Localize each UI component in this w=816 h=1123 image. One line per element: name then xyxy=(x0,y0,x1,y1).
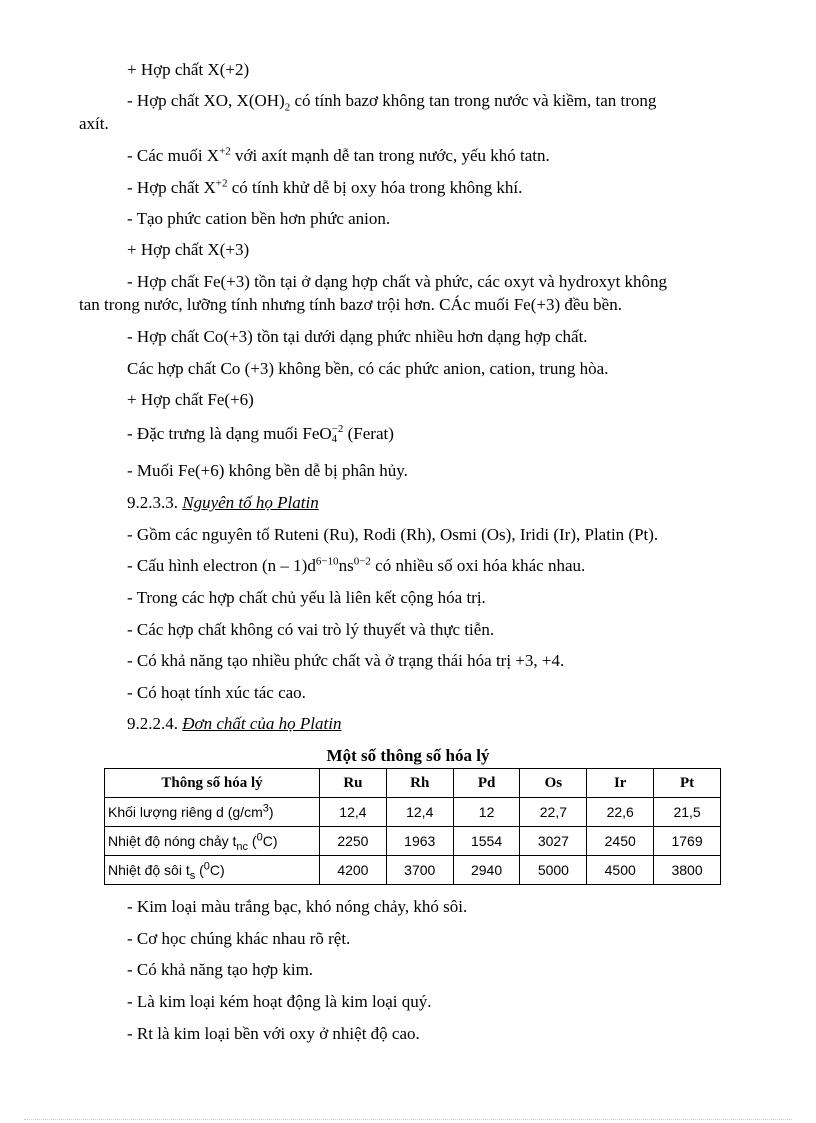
header-ir: Ir xyxy=(587,769,654,798)
para-xo-xoh2: - Hợp chất XO, $X(OH)_2$ có tính bazơ không tan trong nước và kiềm, tan trong xyxy=(127,91,657,114)
para-co3: - Hợp chất Co(+3) tồn tại dưới dạng phức nhiều hơn dạng hợp chất. xyxy=(127,327,588,346)
table-header-row xyxy=(105,769,721,798)
para-co3-complexes: Các hợp chất Co (+3) không bền, có các phức anion, cation, trung hòa. xyxy=(127,359,609,378)
row-label-melting: Nhiệt độ nóng chảy $t_{nc}$ ($^0$C) xyxy=(105,827,320,856)
para-platin-elements: - Gồm các nguyên tố Ruteni (Ru), Rodi (Rh), Osmi (Os), Iridi (Ir), Platin (Pt). xyxy=(127,525,659,544)
para-fe3-cont: tan trong nước, lưỡng tính nhưng tính bazơ trội hơn. CÁc muối Fe(+3) đều bền. xyxy=(79,295,622,314)
para-electron-config: - Cấu hình electron $(n - 1)d^{6-10}ns^{0-2}$ có nhiều số oxi hóa khác nhau. xyxy=(127,555,586,575)
table-cell: 1554 xyxy=(453,827,520,856)
para-x2-salts: - Các muối $X^{+2}$ với axít mạnh dễ tan trong nước, yếu khó tatn. xyxy=(127,145,550,165)
heading-compound-x2: + Hợp chất X(+2) xyxy=(127,60,250,79)
para-x2-reducing: - Hợp chất $X^{+2}$ có tính khử dễ bị oxy hóa trong không khí. xyxy=(127,177,523,197)
row-label-boiling: Nhiệt độ sôi $t_s$ ($^0$C) xyxy=(105,856,320,885)
para-silver-white: - Kim loại màu trắng bạc, khó nóng chảy, khó sôi. xyxy=(127,897,468,916)
table-row xyxy=(105,856,721,885)
para-oxygen-stable: - Rt là kim loại bền với oxy ở nhiệt độ cao. xyxy=(127,1024,420,1043)
table-cell: 1963 xyxy=(386,827,453,856)
header-rh: Rh xyxy=(386,769,453,798)
header-param: Thông số hóa lý xyxy=(105,769,320,798)
para-covalent: - Trong các hợp chất chủ yếu là liên kết cộng hóa trị. xyxy=(127,588,486,607)
table-cell: 21,5 xyxy=(654,798,721,827)
table-cell: 22,6 xyxy=(587,798,654,827)
para-xo-xoh2-cont: axít. xyxy=(79,114,109,133)
header-pd: Pd xyxy=(453,769,520,798)
header-os: Os xyxy=(520,769,587,798)
section-heading-platin: 9.2.3.3. Nguyên tố họ Platin xyxy=(127,493,319,512)
table-cell: 2250 xyxy=(320,827,387,856)
section-heading-platin-elements: 9.2.2.4. Đơn chất của họ Platin xyxy=(127,714,342,733)
header-ru: Ru xyxy=(320,769,387,798)
table-cell: 3700 xyxy=(386,856,453,885)
table-cell: 22,7 xyxy=(520,798,587,827)
table-cell: 12,4 xyxy=(320,798,387,827)
table-cell: 12,4 xyxy=(386,798,453,827)
para-noble-metal: - Là kim loại kém hoạt động là kim loại quý. xyxy=(127,992,432,1011)
table-cell: 5000 xyxy=(520,856,587,885)
para-fe6-unstable: - Muối Fe(+6) không bền dễ bị phân hủy. xyxy=(127,461,408,480)
para-mechanical: - Cơ học chúng khác nhau rõ rệt. xyxy=(127,929,351,948)
para-catalytic: - Có hoạt tính xúc tác cao. xyxy=(127,683,306,702)
para-ferat: - Đặc trưng là dạng muối FeO −2 4 (Ferat) xyxy=(127,423,394,445)
table-cell: 2450 xyxy=(587,827,654,856)
table-cell: 12 xyxy=(453,798,520,827)
table-cell: 4200 xyxy=(320,856,387,885)
heading-compound-fe6: + Hợp chất Fe(+6) xyxy=(127,390,254,409)
para-cation-complex: - Tạo phức cation bền hơn phức anion. xyxy=(127,209,391,228)
table-cell: 3027 xyxy=(520,827,587,856)
para-no-role: - Các hợp chất không có vai trò lý thuyết và thực tiễn. xyxy=(127,620,495,639)
table-cell: 1769 xyxy=(654,827,721,856)
heading-compound-x3: + Hợp chất X(+3) xyxy=(127,240,250,259)
header-pt: Pt xyxy=(654,769,721,798)
physchem-table xyxy=(104,768,721,885)
para-alloys: - Có khả năng tạo hợp kim. xyxy=(127,960,314,979)
table-row xyxy=(105,827,721,856)
para-complexes: - Có khả năng tạo nhiều phức chất và ở trạng thái hóa trị +3, +4. xyxy=(127,651,565,670)
para-fe3: - Hợp chất Fe(+3) tồn tại ở dạng hợp chất và phức, các oxyt và hydroxyt không xyxy=(127,272,668,291)
table-cell: 3800 xyxy=(654,856,721,885)
table-cell: 4500 xyxy=(587,856,654,885)
table-cell: 2940 xyxy=(453,856,520,885)
row-label-density: Khối lượng riêng d $(g/cm^3)$ xyxy=(105,798,320,827)
table-caption: Một số thông số hóa lý xyxy=(326,746,490,765)
footer-divider xyxy=(24,1119,792,1120)
table-row xyxy=(105,798,721,827)
